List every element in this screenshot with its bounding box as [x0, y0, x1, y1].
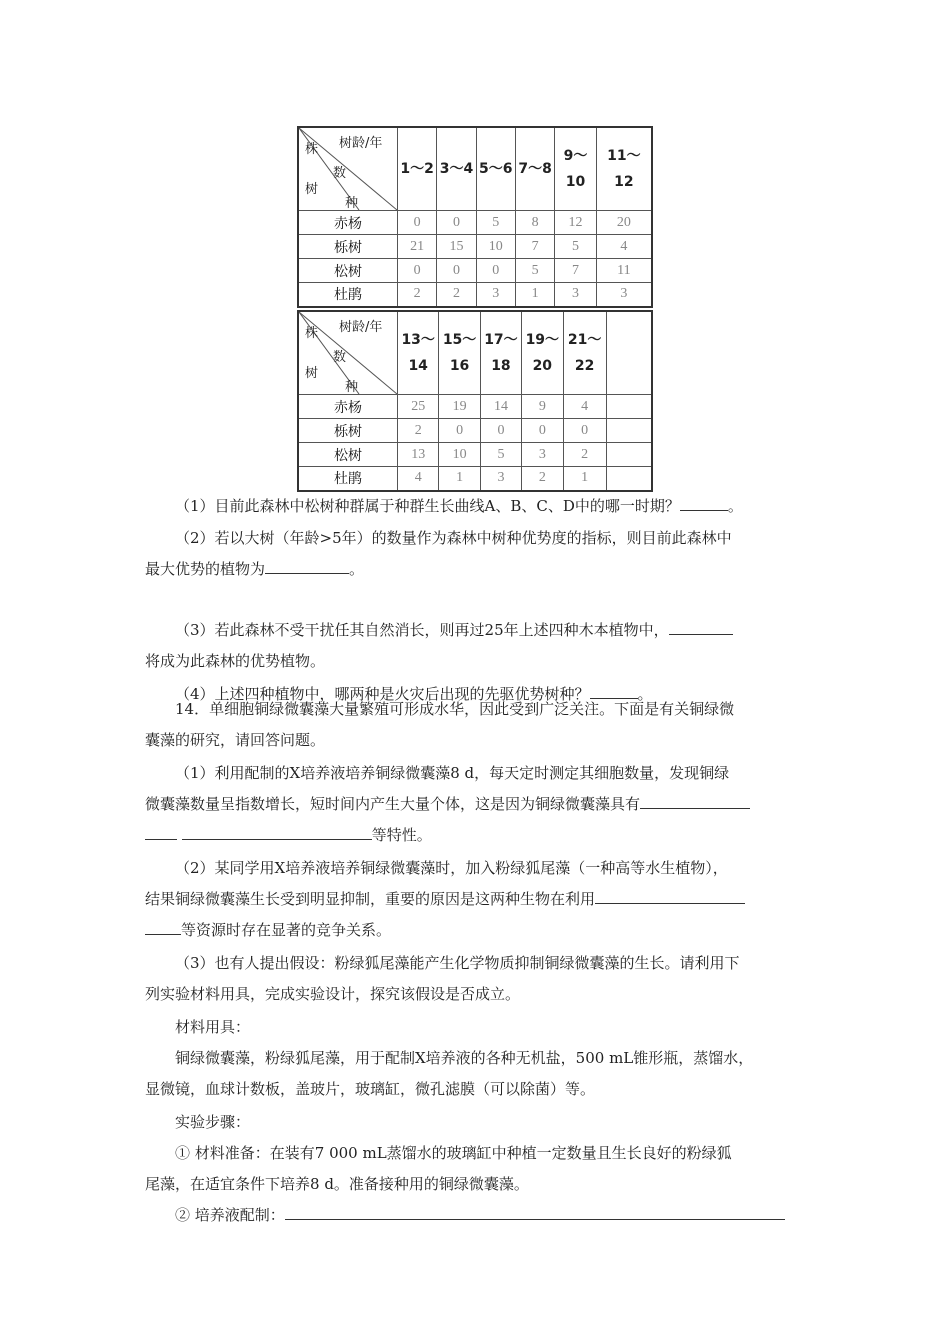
value-cell: [606, 419, 652, 443]
value-cell: 15: [437, 235, 476, 259]
header-tree-age: 树龄/年: [339, 320, 383, 335]
header-shu: 数: [333, 166, 347, 181]
age-range-header: 9～10: [555, 127, 597, 211]
step-1-line-1: ① 材料准备：在装有7 000 mL蒸馏水的玻璃缸中种植一定数量且生长良好的粉绿狐: [175, 1144, 732, 1162]
header-tree: 树: [305, 366, 319, 381]
value-cell: 4: [563, 395, 606, 419]
q14-sub1-end: 等特性。: [371, 826, 432, 844]
table-row: [298, 467, 652, 491]
question-1-text: （1）目前此森林中松树种群属于种群生长曲线A、B、C、D中的哪一时期？: [175, 497, 680, 515]
value-cell: 0: [522, 419, 563, 443]
value-cell: 4: [596, 235, 652, 259]
species-cell: 赤杨: [298, 395, 398, 419]
header-zhong: 种: [345, 380, 359, 395]
value-cell: 12: [555, 211, 597, 235]
value-cell: 5: [555, 235, 597, 259]
question-1-end: 。: [727, 497, 743, 515]
question-4-text: （4）上述四种植物中，哪两种是火灾后出现的先驱优势树种？: [175, 685, 590, 703]
value-cell: 2: [398, 283, 437, 307]
question-4-end: 。: [637, 685, 653, 703]
q14-sub2-line-2: [145, 884, 810, 915]
q14-sub1-line-1: （1）利用配制的X培养液培养铜绿微囊藻8 d，每天定时测定其细胞数量，发现铜绿: [175, 764, 730, 782]
value-cell: 11: [596, 259, 652, 283]
q14-sub2-end: 等资源时存在显著的竞争关系。: [181, 921, 392, 939]
value-cell: [606, 467, 652, 491]
value-cell: 8: [515, 211, 554, 235]
value-cell: 3: [596, 283, 652, 307]
age-range-header: [606, 311, 652, 395]
header-shu: 数: [333, 350, 347, 365]
age-range-header: 21～22: [563, 311, 606, 395]
value-cell: 0: [480, 419, 521, 443]
table-row: [298, 283, 652, 307]
materials-line-2: 显微镜，血球计数板，盖玻片，玻璃缸，微孔滤膜（可以除菌）等。: [145, 1080, 596, 1098]
answer-blank[interactable]: [669, 616, 733, 635]
steps-title: 实验步骤：: [175, 1113, 251, 1131]
q14-sub2-line-1: （2）某同学用X培养液培养铜绿微囊藻时，加入粉绿狐尾藻（一种高等水生植物），: [175, 859, 728, 877]
age-range-header: 15～16: [439, 311, 480, 395]
age-range-header: 11～12: [596, 127, 652, 211]
value-cell: 0: [437, 259, 476, 283]
q14-sub3-line-2: 列实验材料用具，完成实验设计，探究该假设是否成立。: [145, 985, 521, 1003]
answer-blank[interactable]: [265, 555, 349, 574]
value-cell: 5: [480, 443, 521, 467]
age-range-header: 13～14: [398, 311, 439, 395]
materials-title: 材料用具：: [175, 1018, 251, 1036]
q14-sub2-line-3: [145, 915, 810, 946]
value-cell: 9: [522, 395, 563, 419]
value-cell: 7: [515, 235, 554, 259]
q14-intro-line-1: 14．单细胞铜绿微囊藻大量繁殖可形成水华，因此受到广泛关注。下面是有关铜绿微: [175, 700, 735, 718]
value-cell: 2: [522, 467, 563, 491]
value-cell: 7: [555, 259, 597, 283]
value-cell: 3: [522, 443, 563, 467]
value-cell: 5: [515, 259, 554, 283]
value-cell: 0: [439, 419, 480, 443]
table-header-row: [298, 311, 652, 395]
value-cell: 21: [398, 235, 437, 259]
table-row: [298, 211, 652, 235]
species-cell: 杜鹃: [298, 467, 398, 491]
value-cell: 0: [476, 259, 515, 283]
answer-blank[interactable]: [145, 821, 177, 840]
value-cell: 5: [476, 211, 515, 235]
q14-intro-line-2: 囊藻的研究，请回答问题。: [145, 731, 326, 749]
age-range-header: 19～20: [522, 311, 563, 395]
question-3-text: （3）若此森林不受干扰任其自然消长，则再过25年上述四种木本植物中，: [175, 621, 669, 639]
age-range-header: 3～4: [437, 127, 476, 211]
value-cell: 0: [563, 419, 606, 443]
age-range-header: 5～6: [476, 127, 515, 211]
question-2-end: 。: [349, 560, 365, 578]
answer-blank[interactable]: [145, 916, 181, 935]
diagonal-header-cell: [298, 311, 398, 395]
header-zhu: 株: [305, 326, 319, 341]
value-cell: [606, 395, 652, 419]
answer-blank[interactable]: [285, 1201, 785, 1220]
value-cell: 2: [398, 419, 439, 443]
q14-sub1-line-3: [145, 820, 810, 851]
value-cell: 4: [398, 467, 439, 491]
value-cell: 2: [437, 283, 476, 307]
answer-blank[interactable]: [595, 885, 745, 904]
answer-blank[interactable]: [680, 492, 728, 511]
diagonal-header-cell: [298, 127, 398, 211]
species-cell: 赤杨: [298, 211, 398, 235]
question-2-text: 最大优势的植物为: [145, 560, 266, 578]
species-cell: 栎树: [298, 235, 398, 259]
step-2: [145, 1200, 810, 1231]
q14-sub2-text: 结果铜绿微囊藻生长受到明显抑制，重要的原因是这两种生物在利用: [145, 890, 596, 908]
value-cell: 0: [437, 211, 476, 235]
table-header-row: [298, 127, 652, 211]
species-cell: 松树: [298, 443, 398, 467]
value-cell: 3: [480, 467, 521, 491]
question-2-line-1: （2）若以大树（年龄>5年）的数量作为森林中树种优势度的指标，则目前此森林中: [175, 529, 732, 547]
q14-sub3-line-1: （3）也有人提出假设：粉绿狐尾藻能产生化学物质抑制铜绿微囊藻的生长。请利用下: [175, 954, 740, 972]
tree-age-table-2: [297, 310, 653, 492]
value-cell: 20: [596, 211, 652, 235]
value-cell: 19: [439, 395, 480, 419]
species-cell: 杜鹃: [298, 283, 398, 307]
step-2-text: ② 培养液配制：: [175, 1206, 285, 1224]
tree-age-table-1: [297, 126, 653, 308]
value-cell: 10: [476, 235, 515, 259]
value-cell: 1: [515, 283, 554, 307]
step-1-line-2: 尾藻，在适宜条件下培养8 d。准备接种用的铜绿微囊藻。: [145, 1175, 529, 1193]
age-range-header: 7～8: [515, 127, 554, 211]
value-cell: 25: [398, 395, 439, 419]
q14-sub1-text: 微囊藻数量呈指数增长，短时间内产生大量个体，这是因为铜绿微囊藻具有: [145, 795, 641, 813]
value-cell: 0: [398, 211, 437, 235]
question-2-line-2: [145, 554, 810, 585]
table-row: [298, 259, 652, 283]
species-cell: 栎树: [298, 419, 398, 443]
question-3-line-1: [145, 615, 810, 646]
age-range-header: 17～18: [480, 311, 521, 395]
value-cell: 1: [439, 467, 480, 491]
question-3-line-2: 将成为此森林的优势植物。: [145, 652, 326, 670]
age-range-header: 1～2: [398, 127, 437, 211]
value-cell: 1: [563, 467, 606, 491]
header-tree: 树: [305, 182, 319, 197]
question-block-13: [145, 491, 810, 710]
header-tree-age: 树龄/年: [339, 136, 383, 151]
value-cell: 3: [555, 283, 597, 307]
value-cell: 13: [398, 443, 439, 467]
table-row: [298, 443, 652, 467]
q14-sub1-line-2: [145, 789, 810, 820]
value-cell: [606, 443, 652, 467]
materials-line-1: 铜绿微囊藻，粉绿狐尾藻，用于配制X培养液的各种无机盐，500 mL锥形瓶，蒸馏水，: [175, 1049, 754, 1067]
header-zhong: 种: [345, 196, 359, 211]
value-cell: 2: [563, 443, 606, 467]
answer-blank[interactable]: [640, 790, 750, 809]
question-block-14: [145, 694, 810, 1231]
header-zhu: 株: [305, 142, 319, 157]
table-row: [298, 235, 652, 259]
species-cell: 松树: [298, 259, 398, 283]
value-cell: 10: [439, 443, 480, 467]
table-row: [298, 395, 652, 419]
value-cell: 14: [480, 395, 521, 419]
question-1: [145, 491, 810, 522]
value-cell: 3: [476, 283, 515, 307]
table-row: [298, 419, 652, 443]
answer-blank[interactable]: [182, 821, 372, 840]
value-cell: 0: [398, 259, 437, 283]
